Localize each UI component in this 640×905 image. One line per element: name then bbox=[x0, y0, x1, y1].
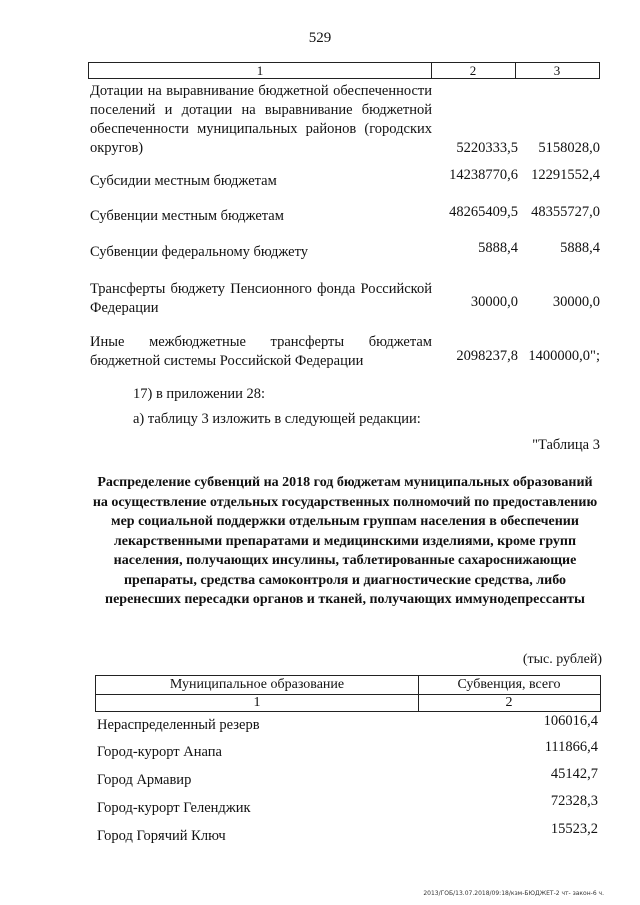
paragraph-item-a: а) таблицу 3 изложить в следующей редакции: bbox=[133, 411, 421, 427]
lower-col-number-1: 1 bbox=[96, 695, 419, 711]
table-title: Распределение субвенций на 2018 год бюджетам муниципальных образований на осуществление отдельных государственных полномочий по предоставлению мер социальной поддержки отдельным группам населения в обеспечении лекарственными препаратами и медицинскими изделиями, кроме групп населения, получающих инсулины, таблетированные сахароснижающие препараты, средства самоконтроля и диагностические средства, либо перенесших пересадки органов и тканей, получающих иммунодепрессанты bbox=[92, 475, 598, 607]
upper-row-value-2: 14238770,6 bbox=[449, 167, 518, 183]
upper-row-value-2: 30000,0 bbox=[470, 294, 518, 310]
upper-row-value-2: 5888,4 bbox=[478, 240, 518, 256]
subvention-value: 15523,2 bbox=[550, 821, 598, 837]
lower-header-row bbox=[96, 676, 600, 694]
page-number: 529 bbox=[308, 30, 332, 46]
upper-row-value-3: 5888,4 bbox=[560, 240, 600, 256]
upper-row-value-3: 30000,0 bbox=[552, 294, 600, 310]
paragraph-item-17: 17) в приложении 28: bbox=[133, 386, 266, 402]
municipality-name: Нераспределенный резерв bbox=[97, 717, 260, 733]
footer-code: 2013/ГОБ/13.07.2018/09:18/кзм-БЮДЖЕТ-2 чт- закон-6 ч. bbox=[423, 890, 604, 897]
upper-row-name: Субвенции федеральному бюджету bbox=[90, 244, 309, 260]
upper-row-value-3: 5158028,0 bbox=[538, 140, 600, 156]
upper-row-value-3: 48355727,0 bbox=[531, 204, 600, 220]
subvention-value: 106016,4 bbox=[543, 713, 598, 729]
table-label: "Таблица 3 bbox=[532, 437, 600, 453]
upper-table-header bbox=[88, 62, 600, 79]
lower-col-subvention: Субвенция, всего bbox=[457, 677, 561, 692]
upper-row-name: Субсидии местным бюджетам bbox=[90, 173, 277, 189]
municipality-name: Город-курорт Геленджик bbox=[97, 800, 251, 816]
subvention-value: 45142,7 bbox=[550, 766, 598, 782]
upper-col-3: 3 bbox=[553, 63, 561, 78]
upper-row-value-3: 12291552,4 bbox=[531, 167, 600, 183]
lower-table-header bbox=[95, 675, 601, 712]
subvention-value: 111866,4 bbox=[544, 739, 598, 755]
municipality-name: Город Горячий Ключ bbox=[97, 828, 226, 844]
lower-number-row bbox=[96, 694, 600, 711]
subvention-value: 72328,3 bbox=[550, 793, 598, 809]
lower-col-municipality: Муниципальное образование bbox=[96, 676, 419, 694]
upper-row-value-2: 5220333,5 bbox=[456, 140, 518, 156]
upper-row-name: Иные межбюджетные трансферты бюджетам бюджетной системы Российской Федерации bbox=[90, 334, 432, 369]
upper-row-name: Дотации на выравнивание бюджетной обеспеченности поселений и дотации на выравнивание бюджетной обеспеченности муниципальных районов (городских округов) bbox=[90, 83, 432, 156]
upper-row-value-2: 48265409,5 bbox=[449, 204, 518, 220]
units-label: (тыс. рублей) bbox=[522, 652, 602, 667]
upper-row-value-2: 2098237,8 bbox=[456, 348, 518, 364]
upper-row-value-3: 1400000,0"; bbox=[528, 348, 600, 364]
municipality-name: Город Армавир bbox=[97, 772, 192, 788]
upper-row-name: Субвенции местным бюджетам bbox=[90, 208, 284, 224]
municipality-name: Город-курорт Анапа bbox=[97, 744, 222, 760]
upper-row-name: Трансферты бюджету Пенсионного фонда Российской Федерации bbox=[90, 281, 432, 316]
upper-col-1: 1 bbox=[89, 63, 432, 78]
lower-col-number-2: 2 bbox=[505, 695, 513, 710]
upper-col-2: 2 bbox=[431, 63, 516, 78]
